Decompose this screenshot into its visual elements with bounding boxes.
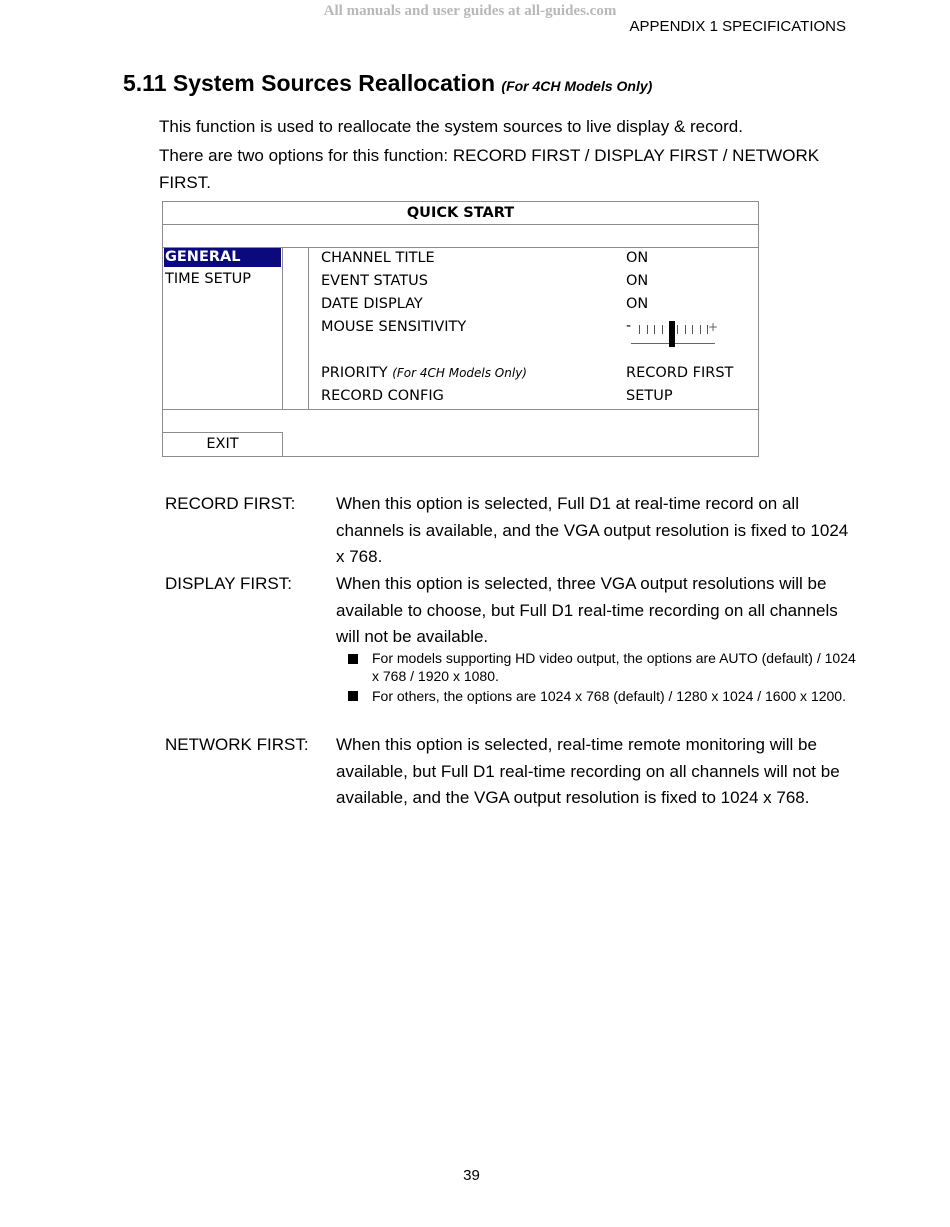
setting-label-mouse-sensitivity: MOUSE SENSITIVITY [321, 319, 467, 335]
page-number: 39 [463, 1167, 480, 1184]
priority-label-text: PRIORITY [321, 365, 388, 381]
slider-tick [677, 325, 678, 334]
intro-paragraph-1: This function is used to reallocate the system sources to live display & record. [159, 117, 743, 136]
slider-plus-icon: + [708, 320, 719, 334]
setting-label-record-config: RECORD CONFIG [321, 388, 444, 404]
section-title-text: 5.11 System Sources Reallocation [123, 70, 496, 96]
slider-thumb[interactable] [669, 321, 675, 347]
slider-tick [707, 325, 708, 334]
slider-tick [647, 325, 648, 334]
definition-text-display-first: When this option is selected, three VGA output resolutions will be available to choose, but Full D1 real-time recording on all channels will not be available. [336, 574, 838, 646]
menu-title: QUICK START [162, 201, 759, 225]
page-header: APPENDIX 1 SPECIFICATIONS [629, 18, 846, 35]
menu-strip [162, 224, 759, 248]
intro-paragraph-2: There are two options for this function: RECORD FIRST / DISPLAY FIRST / NETWORK FIRST. [159, 146, 820, 192]
definition-term-record-first: RECORD FIRST: [165, 494, 296, 513]
definition-term-network-first: NETWORK FIRST: [165, 735, 309, 754]
sidebar-item-time-setup[interactable]: TIME SETUP [165, 271, 251, 287]
setting-label-priority [321, 365, 527, 381]
sidebar-item-general[interactable]: GENERAL [164, 248, 281, 267]
slider-tick [692, 325, 693, 334]
section-title-note: (For 4CH Models Only) [501, 78, 653, 94]
bullet-text-hd-output: For models supporting HD video output, the options are AUTO (default) / 1024 x 768 / 1920 x 1080. [372, 650, 856, 684]
setting-value-record-config[interactable]: SETUP [626, 388, 673, 404]
setting-label-date-display: DATE DISPLAY [321, 296, 423, 312]
slider-tick [662, 325, 663, 334]
setting-value-channel-title[interactable]: ON [626, 250, 649, 266]
setting-value-date-display[interactable]: ON [626, 296, 649, 312]
slider-minus-icon: - [626, 318, 632, 334]
definition-term-display-first: DISPLAY FIRST: [165, 574, 292, 593]
bullet-text-others: For others, the options are 1024 x 768 (default) / 1280 x 1024 / 1600 x 1200. [372, 688, 846, 704]
setting-value-event-status[interactable]: ON [626, 273, 649, 289]
slider-tick [685, 325, 686, 334]
definition-text-network-first: When this option is selected, real-time remote monitoring will be available, but Full D1 real-time recording on all channels will not be available, and the VGA output resolution is fixed to 1024 x 768. [336, 735, 840, 807]
bullet-marker [348, 654, 358, 664]
slider-tick [639, 325, 640, 334]
priority-label-note: (For 4CH Models Only) [392, 366, 527, 380]
definition-text-record-first: When this option is selected, Full D1 at real-time record on all channels is available, and the VGA output resolution is fixed to 1024 x 768. [336, 494, 849, 566]
slider-tick [654, 325, 655, 334]
bullet-marker [348, 691, 358, 701]
exit-button[interactable]: EXIT [162, 432, 283, 457]
section-title [123, 70, 652, 97]
setting-label-channel-title: CHANNEL TITLE [321, 250, 435, 266]
watermark: All manuals and user guides at all-guides.com [323, 3, 617, 19]
slider-tick [700, 325, 701, 334]
setting-label-event-status: EVENT STATUS [321, 273, 428, 289]
setting-value-priority[interactable]: RECORD FIRST [626, 365, 734, 381]
